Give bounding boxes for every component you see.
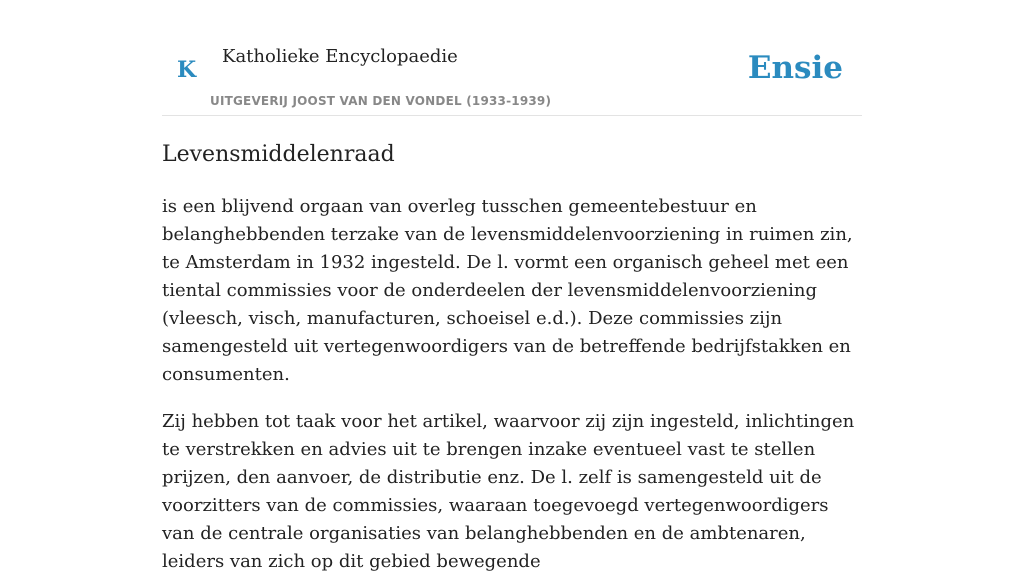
entry-paragraph: Zij hebben tot taak voor het artikel, waarvoor zij zijn ingesteld, inlichtingen te verstrekken en advies uit te brengen inzake eventueel vast te stellen prijzen, den aanvoer, de distributie enz. De l. zelf is samengesteld uit de voorzitters van de commissies, waaraan toegevoegd vertegenwoordigers van de centrale organisaties van belanghebbenden en de ambtenaren, leiders van zich op dit gebied bewegende: [162, 411, 855, 572]
entry-body: [162, 193, 862, 576]
page-container: [162, 0, 862, 576]
publisher-label: UITGEVERIJ JOOST VAN DEN VONDEL (1933-1939): [210, 94, 552, 108]
encyclopedia-title[interactable]: Katholieke Encyclopaedie: [222, 46, 458, 67]
ensie-brand-link[interactable]: Ensie: [747, 50, 843, 86]
entry-paragraph: is een blijvend orgaan van overleg tusschen gemeentebestuur en belanghebbenden terzake van de levensmiddelenvoorziening in ruimen zin, te Amsterdam in 1932 ingesteld. De l. vormt een organisch geheel met een tiental commissies voor de onderdeelen der levensmiddelenvoorziening (vleesch, visch, manufacturen, schoeisel e.d.). Deze commissies zijn samengesteld uit vertegenwoordigers van de betreffende bedrijfstakken en consumenten.: [162, 196, 853, 385]
entry-title: Levensmiddelenraad: [162, 142, 395, 167]
encyclopedia-logo[interactable]: K: [177, 57, 197, 83]
site-header: [162, 40, 862, 116]
